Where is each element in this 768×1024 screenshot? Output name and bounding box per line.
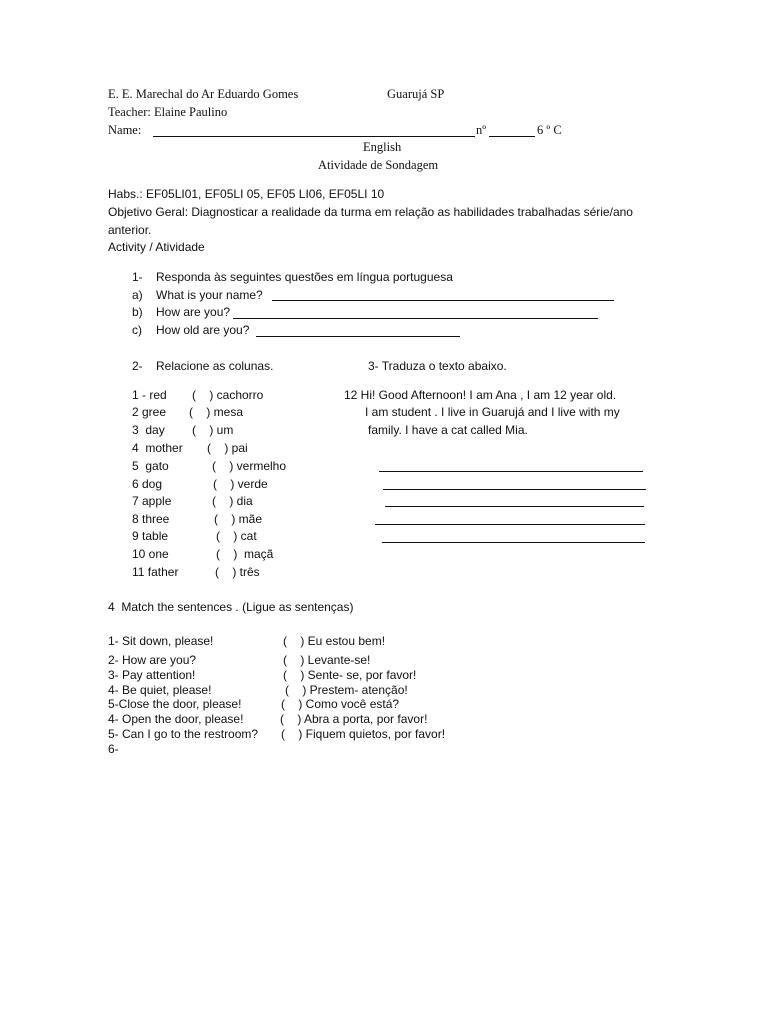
translate-text-line-1: 12 Hi! Good Afternoon! I am Ana , I am 12 year old. xyxy=(344,388,617,402)
sentence-right: ( ) Como você está? xyxy=(281,697,400,711)
question-b-text: How are you? xyxy=(156,305,231,319)
match-right-item: ( ) três xyxy=(215,565,260,579)
translation-line xyxy=(379,471,643,472)
translate-text-line-2: I am student . I live in Guarujá and I live with my xyxy=(365,405,620,419)
activity-label: Activity / Atividade xyxy=(108,240,205,254)
sentence-trailing-number: 6- xyxy=(108,742,119,756)
match-right-item: ( ) pai xyxy=(207,441,248,455)
match-left-item: 4 mother xyxy=(132,441,183,455)
class-label: 6 º C xyxy=(537,123,562,137)
match-right-item: ( ) mãe xyxy=(214,512,263,526)
match-left-item: 9 table xyxy=(132,529,169,543)
match-right-item: ( ) cat xyxy=(216,529,257,543)
sentence-right: ( ) Sente- se, por favor! xyxy=(283,668,417,682)
objective-line-2: anterior. xyxy=(108,223,152,237)
sentence-left: 4- Be quiet, please! xyxy=(108,683,212,697)
name-blank xyxy=(153,136,475,137)
section2-title: Relacione as colunas. xyxy=(156,359,274,373)
match-left-item: 7 apple xyxy=(132,494,172,508)
translation-line xyxy=(383,489,646,490)
section2-number: 2- xyxy=(132,359,143,373)
question-a-letter: a) xyxy=(132,288,143,302)
match-right-item: ( ) dia xyxy=(212,494,253,508)
number-blank xyxy=(489,136,535,137)
question-c-text: How old are you? xyxy=(156,323,250,337)
question-a-answer-line xyxy=(272,300,614,301)
number-label: nº xyxy=(476,123,487,137)
sentence-left: 5- Can I go to the restroom? xyxy=(108,727,259,741)
match-right-item: ( ) vermelho xyxy=(212,459,287,473)
match-left-item: 2 gree xyxy=(132,405,167,419)
translation-line xyxy=(375,524,645,525)
translation-line xyxy=(382,542,645,543)
match-left-item: 11 father xyxy=(132,565,179,579)
translation-line xyxy=(385,506,644,507)
activity-title: Atividade de Sondagem xyxy=(318,158,439,172)
translate-text-line-3: family. I have a cat called Mia. xyxy=(368,423,528,437)
sentence-right: ( ) Levante-se! xyxy=(283,653,371,667)
question-b-letter: b) xyxy=(132,305,143,319)
section3-title: 3- Traduza o texto abaixo. xyxy=(368,359,507,373)
school-name: E. E. Marechal do Ar Eduardo Gomes xyxy=(108,87,299,101)
section1-title: Responda às seguintes questões em língua portuguesa xyxy=(156,270,453,284)
subject-title: English xyxy=(363,140,402,154)
match-right-item: ( ) verde xyxy=(213,477,268,491)
match-left-item: 8 three xyxy=(132,512,170,526)
match-right-item: ( ) um xyxy=(192,423,234,437)
sentence-right: ( ) Abra a porta, por favor! xyxy=(280,712,428,726)
sentence-left: 2- How are you? xyxy=(108,653,197,667)
match-left-item: 10 one xyxy=(132,547,169,561)
objective-line-1: Objetivo Geral: Diagnosticar a realidade da turma em relação as habilidades trabalhadas série/ano xyxy=(108,205,633,219)
sentence-left: 4- Open the door, please! xyxy=(108,712,244,726)
question-a-text: What is your name? xyxy=(156,288,263,302)
sentence-left: 1- Sit down, please! xyxy=(108,634,214,648)
sentence-left: 5-Close the door, please! xyxy=(108,697,242,711)
question-b-answer-line xyxy=(233,318,598,319)
match-left-item: 1 - red xyxy=(132,388,167,402)
match-left-item: 3 day xyxy=(132,423,165,437)
school-city: Guarujá SP xyxy=(387,87,445,101)
match-left-item: 5 gato xyxy=(132,459,169,473)
name-label: Name: xyxy=(108,123,142,137)
teacher-name: Teacher: Elaine Paulino xyxy=(108,105,228,119)
sentence-right: ( ) Fiquem quietos, por favor! xyxy=(281,727,446,741)
match-left-item: 6 dog xyxy=(132,477,163,491)
question-c-answer-line xyxy=(256,336,460,337)
section4-title: 4 Match the sentences . (Ligue as sentenças) xyxy=(108,600,354,614)
sentence-left: 3- Pay attention! xyxy=(108,668,196,682)
question-c-letter: c) xyxy=(132,323,142,337)
sentence-right: ( ) Prestem- atenção! xyxy=(285,683,408,697)
section1-number: 1- xyxy=(132,270,143,284)
match-right-item: ( ) cachorro xyxy=(192,388,264,402)
match-right-item: ( ) maçã xyxy=(216,547,274,561)
sentence-right: ( ) Eu estou bem! xyxy=(283,634,386,648)
match-right-item: ( ) mesa xyxy=(189,405,244,419)
habilities-line: Habs.: EF05LI01, EF05LI 05, EF05 LI06, EF05LI 10 xyxy=(108,187,385,201)
